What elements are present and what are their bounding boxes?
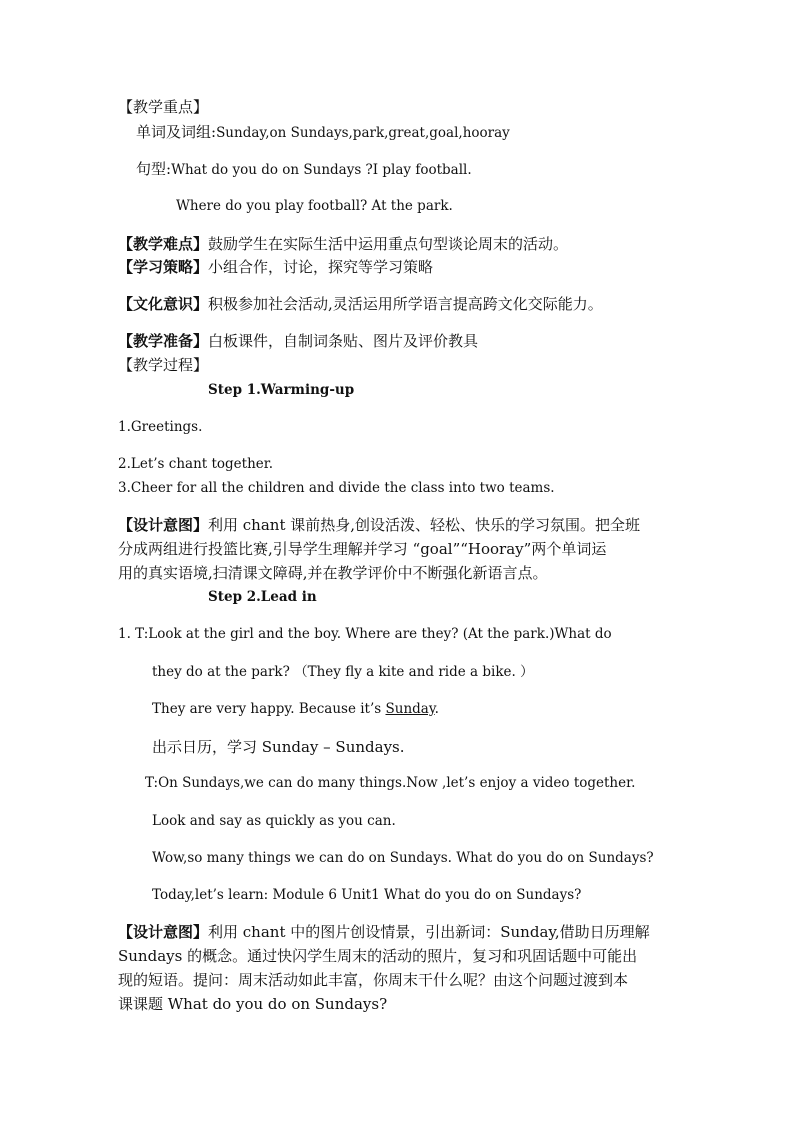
focus-heading: 【教学重点】 xyxy=(118,98,209,116)
pattern-line-1 xyxy=(136,162,472,178)
step2-title: Step 2.Lead in xyxy=(208,589,317,605)
step2-line: 出示日历，学习 Sunday – Sundays. xyxy=(152,738,405,756)
design2-line: 现的短语。提问：周末活动如此丰富，你周末干什么呢？由这个问题过渡到本 xyxy=(118,971,629,989)
difficulty-label: 【教学难点】 xyxy=(118,235,209,253)
design1-line xyxy=(118,518,640,533)
pattern-line-2: Where do you play football? At the park. xyxy=(176,198,453,214)
design1-text: 利用 chant 课前热身,创设活泼、轻松、快乐的学习氛围。把全班 xyxy=(208,516,641,534)
pattern-prefix: 句型: xyxy=(136,160,172,178)
prep-line xyxy=(118,334,478,349)
step1-item: 2.Let’s chant together. xyxy=(118,456,274,472)
culture-line xyxy=(118,297,603,312)
underlined-word: Sunday xyxy=(385,701,435,717)
step2-line xyxy=(152,703,439,717)
prep-label: 【教学准备】 xyxy=(118,332,209,350)
vocab-prefix: 单词及词组: xyxy=(136,123,217,141)
difficulty-text: 鼓励学生在实际生活中运用重点句型谈论周末的活动。 xyxy=(208,235,569,253)
prep-text: 白板课件，自制词条贴、图片及评价教具 xyxy=(208,332,479,350)
step1-item: 1.Greetings. xyxy=(118,419,203,435)
strategy-label: 【学习策略】 xyxy=(118,258,209,276)
culture-text: 积极参加社会活动,灵活运用所学语言提高跨文化交际能力。 xyxy=(208,295,603,313)
step2-line: T:On Sundays,we can do many things.Now ,let’s enjoy a video together. xyxy=(145,775,636,791)
design2-label: 【设计意图】 xyxy=(118,923,209,941)
design1-line: 分成两组进行投篮比赛,引导学生理解并学习 “goal”“Hooray”两个单词运 xyxy=(118,540,607,558)
pattern-1: What do you do on Sundays ?I play football. xyxy=(171,162,472,178)
culture-label: 【文化意识】 xyxy=(118,295,209,313)
difficulty-line xyxy=(118,237,568,252)
step2-text: They are very happy. Because it’s xyxy=(152,701,386,717)
step1-title: Step 1.Warming-up xyxy=(208,382,355,398)
design2-line: Sundays 的概念。通过快闪学生周末的活动的照片，复习和巩固话题中可能出 xyxy=(118,947,638,965)
design1-label: 【设计意图】 xyxy=(118,516,209,534)
design2-line: 课课题 What do you do on Sundays? xyxy=(118,995,388,1013)
design1-line: 用的真实语境,扫清课文障碍,并在教学评价中不断强化新语言点。 xyxy=(118,564,548,582)
step2-line: they do at the park? （They fly a kite and ride a bike. ） xyxy=(152,664,534,680)
step2-line: Today,let’s learn: Module 6 Unit1 What do you do on Sundays? xyxy=(152,887,582,903)
step2-period: . xyxy=(434,701,439,717)
step2-line: 1. T:Look at the girl and the boy. Where are they? (At the park.)What do xyxy=(118,626,612,642)
strategy-line xyxy=(118,260,433,275)
process-heading: 【教学过程】 xyxy=(118,356,209,374)
vocab-text: Sunday,on Sundays,park,great,goal,hooray xyxy=(216,125,510,141)
design2-line xyxy=(118,925,650,940)
strategy-text: 小组合作，讨论，探究等学习策略 xyxy=(208,258,434,276)
step2-line: Wow,so many things we can do on Sundays. What do you do on Sundays? xyxy=(152,850,654,866)
step2-line: Look and say as quickly as you can. xyxy=(152,813,396,829)
step1-item: 3.Cheer for all the children and divide the class into two teams. xyxy=(118,480,555,496)
vocab-line xyxy=(136,125,510,141)
design2-text: 利用 chant 中的图片创设情景，引出新词：Sunday,借助日历理解 xyxy=(208,923,650,941)
